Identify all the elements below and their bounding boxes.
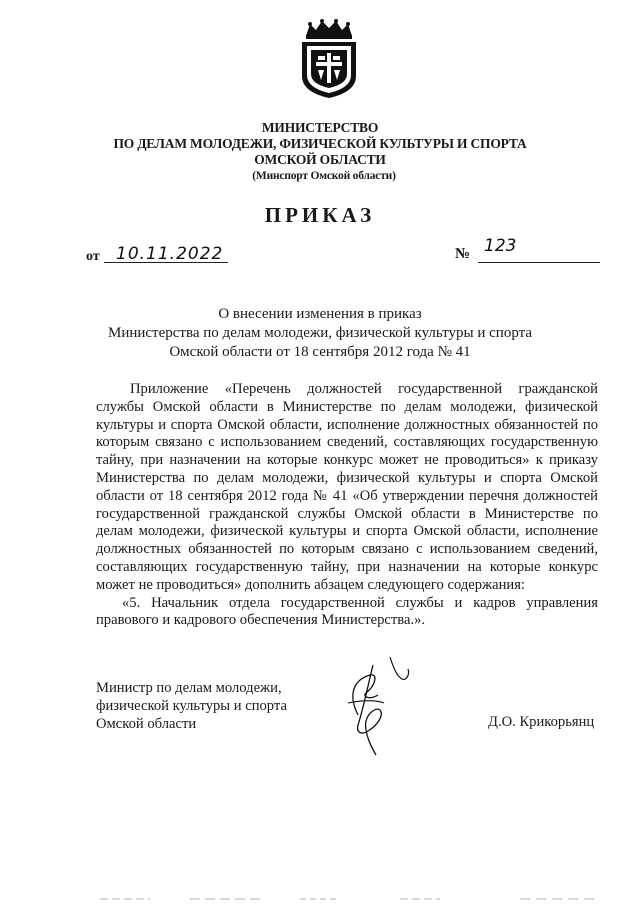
signer-position-line1: Министр по делам молодежи,: [96, 680, 282, 696]
number-underline: [478, 262, 600, 263]
signer-name: Д.О. Крикорьянц: [488, 714, 595, 730]
handwritten-signature-icon: [318, 655, 428, 765]
ministry-name-line1: МИНИСТЕРСТВО: [261, 120, 379, 135]
subject-line2: Министерства по делам молодежи, физической культуры и спорта: [107, 325, 533, 341]
body-paragraph: Приложение «Перечень должностей государственной гражданской службы Омской области в Министерстве по делам молодежи, физической культуры и спорта Омской области, исполнение должностных обязанностей по которым связано с использованием сведений, составляющих государственную тайну, при назначении на которые конкурс может не проводиться» к приказу Министерства по делам молодежи, физической культуры и спорта Омской области от 18 сентября 2012 года № 41 «Об утверждении перечня должностей государственной гражданской службы Омской области в Министерстве по делам молодежи, физической культуры и спорта Омской области, исполнение должностных обязанностей по которым связано с использованием сведений, составляющих государственную тайну, при назначении на которые конкурс может не проводиться» дополнить абзацем следующего содержания:: [96, 381, 598, 593]
order-subject: [0, 305, 640, 362]
subject-line1: О внесении изменения в приказ: [218, 306, 422, 322]
body-quote: «5. Начальник отдела государственной службы и кадров управления правового и кадрового обеспечения Министерства.».: [96, 594, 598, 629]
omsk-coat-of-arms-icon: [296, 18, 362, 100]
date-label: от: [86, 249, 100, 264]
ministry-name-line2: ПО ДЕЛАМ МОЛОДЕЖИ, ФИЗИЧЕСКОЙ КУЛЬТУРЫ И СПОРТА: [113, 136, 527, 151]
document-title: ПРИКАЗ: [264, 203, 376, 227]
order-date: 10.11.2022: [116, 244, 224, 264]
signer-position-line2: физической культуры и спорта: [96, 697, 287, 714]
number-label: №: [455, 246, 471, 262]
ministry-name-line3: ОМСКОЙ ОБЛАСТИ: [254, 152, 386, 167]
ministry-abbreviation: (Минспорт Омской области): [252, 170, 396, 182]
order-body: [96, 381, 598, 630]
signer-position-line3: Омской области: [96, 715, 197, 732]
subject-line3: Омской области от 18 сентября 2012 года № 41: [169, 344, 471, 360]
ministry-header: [0, 120, 640, 184]
scan-edge-artifacts: [0, 894, 640, 905]
order-number: 123: [484, 236, 517, 256]
signer-position: [96, 680, 287, 733]
